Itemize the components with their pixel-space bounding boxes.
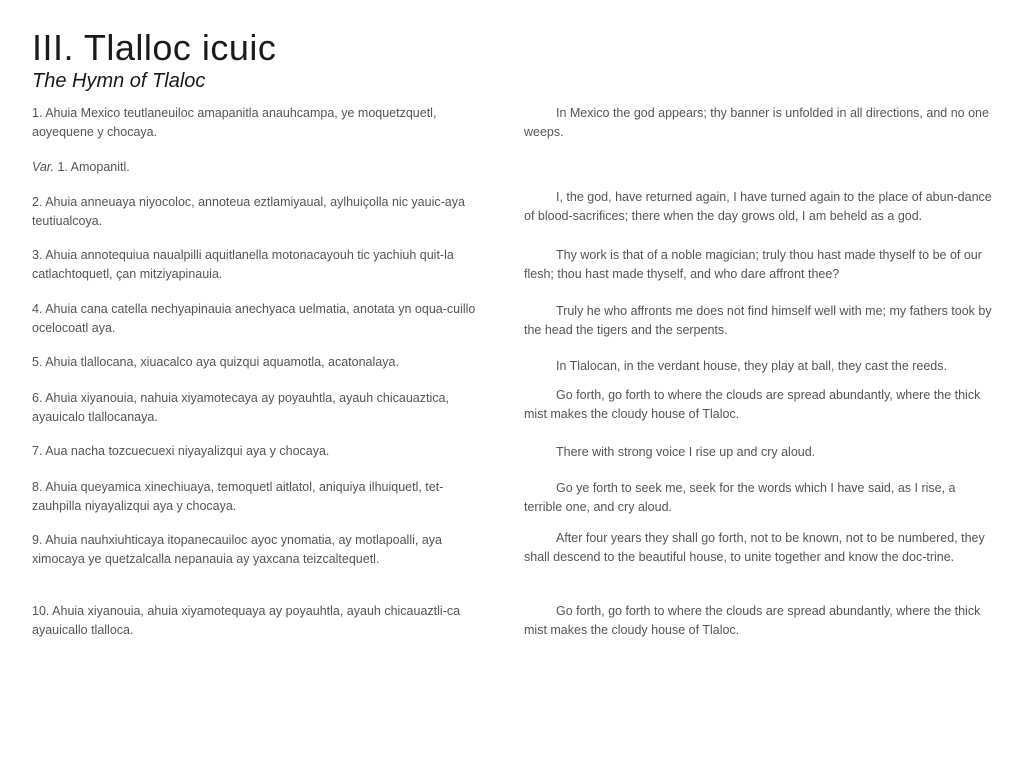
variant-note [32,158,482,177]
variant-text: 1. Amopanitl. [54,160,130,174]
translation-2: I, the god, have returned again, I have turned again to the place of abun-dance of blood-sacrifices; there when the day grows old, I am beheld as a god. [524,190,992,223]
nahuatl-verse-2: 2. Ahuia anneuaya niyocoloc, annoteua eztlamiyaual, aylhuiçolla nic yauic-aya teutiualcoya. [32,195,465,228]
nahuatl-verse-6: 6. Ahuia xiyanouia, nahuia xiyamotecaya ay poyauhtla, ayauh chicauaztica, ayauicalo tlallocanaya. [32,391,449,424]
nahuatl-verse-10: 10. Ahuia xiyanouia, ahuia xiyamotequaya ay poyauhtla, ayauh chicauaztli-ca ayauicallo tlalloca. [32,604,461,637]
page-title: III. Tlalloc icuic [32,27,277,68]
translation-1: In Mexico the god appears; thy banner is unfolded in all directions, and no one weeps. [524,106,989,139]
variant-label: Var. [32,160,54,174]
translation-10: Go forth, go forth to where the clouds are spread abundantly, where the thick mist makes the cloudy house of Tlaloc. [524,604,981,637]
nahuatl-verse-8: 8. Ahuia queyamica xinechiuaya, temoquetl aitlatol, aniquiya ilhuiquetl, tet-zauhpilla niyayalizqui aya y chocaya. [32,480,444,513]
translation-8: Go ye forth to seek me, seek for the words which I have said, as I rise, a terrible one, and cry aloud. [524,481,956,514]
nahuatl-verse-1: 1. Ahuia Mexico teutlaneuiloc amapanitla anauhcampa, ye moquetzquetl, aoyequene y chocaya. [32,106,437,139]
translation-7: There with strong voice I rise up and cry aloud. [556,445,816,459]
nahuatl-verse-7: 7. Aua nacha tozcuecuexi niyayalizqui aya y chocaya. [32,444,330,458]
nahuatl-verse-4: 4. Ahuia cana catella nechyapinauia anechyaca uelmatia, anotata yn oqua-cuillo ocelocoatl aya. [32,302,476,335]
translation-9: After four years they shall go forth, not to be known, not to be numbered, they shall descend to the beautiful house, to unite together and know the doc-trine. [524,531,985,564]
translation-5: In Tlalocan, in the verdant house, they play at ball, they cast the reeds. [556,359,947,373]
translation-6: Go forth, go forth to where the clouds are spread abundantly, where the thick mist makes the cloudy house of Tlaloc. [524,388,981,421]
nahuatl-verse-9: 9. Ahuia nauhxiuhticaya itopanecauiloc ayoc ynomatia, ay motlapoalli, aya ximocaya ye quetzalcalla nepanauia ay yaxcana teizcaltequetl. [32,533,442,566]
page-subtitle: The Hymn of Tlaloc [32,70,206,92]
nahuatl-verse-5: 5. Ahuia tlallocana, xiuacalco aya quizqui aquamotla, acatonalaya. [32,355,399,369]
translation-4: Truly he who affronts me does not find himself well with me; my fathers took by the head the tigers and the serpents. [524,304,992,337]
translation-3: Thy work is that of a noble magician; truly thou hast made thyself to be of our flesh; thou hast made thyself, and who dare affront thee? [524,248,982,281]
nahuatl-verse-3: 3. Ahuia annotequiua naualpilli aquitlanella motonacayouh tic yachiuh quit-la catlachtoquetl, çan mitziyapinauia. [32,248,454,281]
